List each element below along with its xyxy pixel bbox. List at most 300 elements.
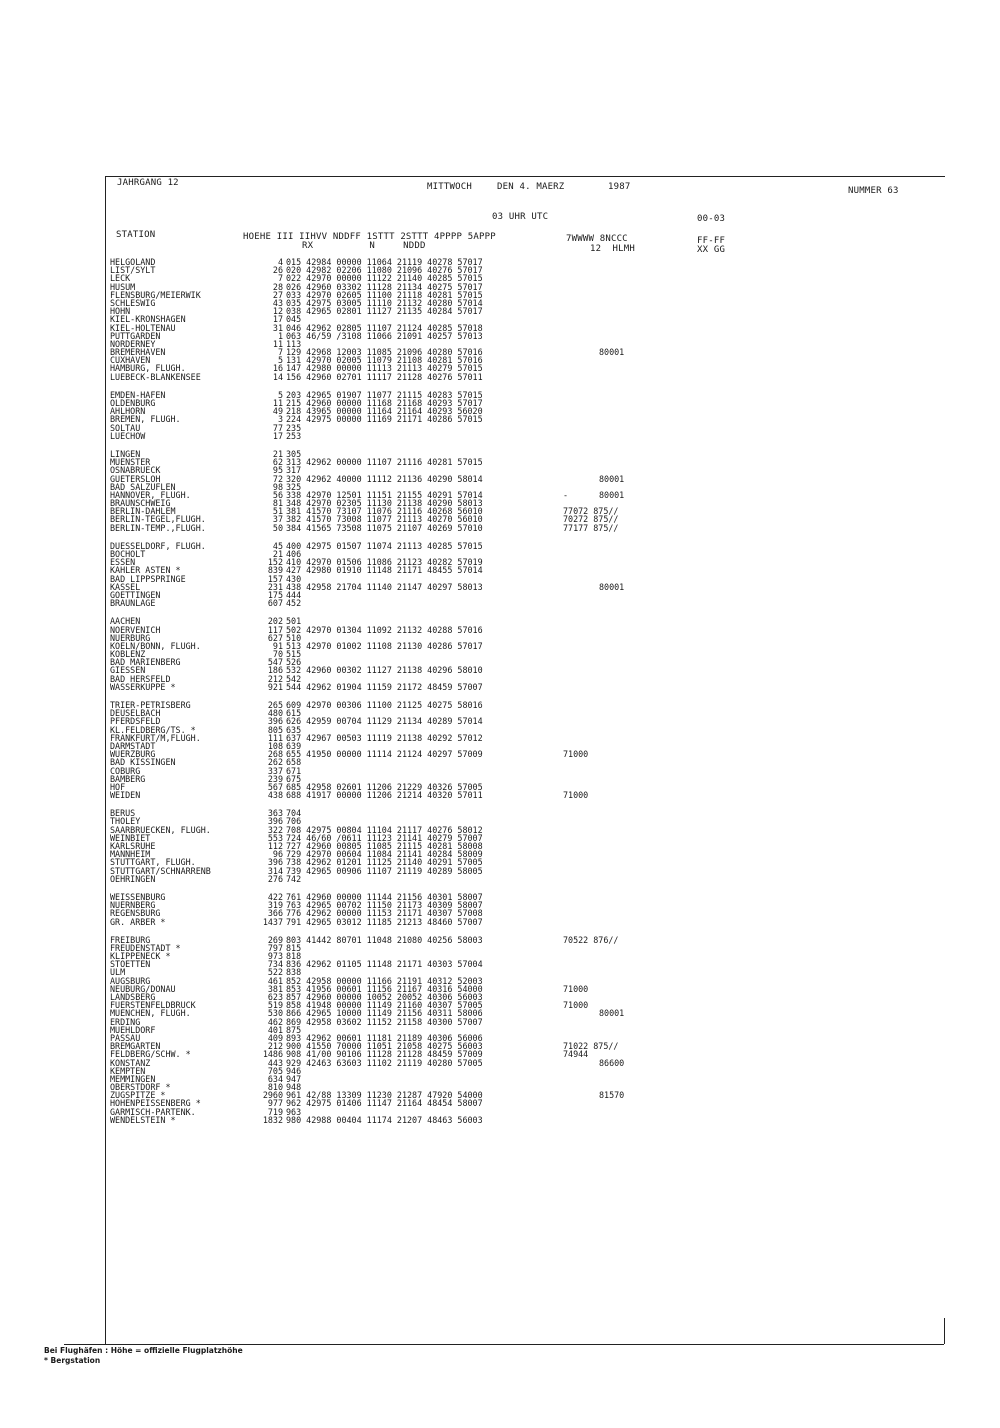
station-data: 022 42970 00000 11122 21140 40285 57015 [286,273,483,284]
station-elevation: 17 [272,430,283,441]
station-data: 526 [286,657,302,668]
station-name: KONSTANZ [110,1057,151,1068]
extra-group: 71000 [563,790,589,801]
station-name: BAD SALZUFLEN [110,481,176,492]
station-name: REGENSBURG [110,908,161,919]
station-elevation: 797 [267,942,283,953]
station-data: 348 42970 02305 11130 21138 40290 58013 [286,498,483,509]
station-elevation: 530 [267,1008,283,1019]
issue-number: NUMMER 63 [848,186,899,196]
station-name: FREIBURG [110,934,151,945]
station-elevation: 522 [267,967,283,978]
extra-column-header: 7WWWW 8NCCC [566,234,628,244]
station-elevation: 56 [272,489,283,500]
extra-group: - [563,489,569,500]
station-elevation: 322 [267,824,283,835]
station-elevation: 157 [267,573,283,584]
station-elevation: 705 [267,1065,283,1076]
station-name: KARLSRUHE [110,841,156,851]
station-name: ERDING [110,1016,141,1027]
extra-group: 70522 876// [563,934,619,945]
station-data: 857 42960 00000 10052 20052 40306 56003 [286,992,483,1002]
station-elevation: 396 [267,857,283,868]
station-data: 046 42962 02805 11107 21124 40285 57018 [286,322,483,333]
station-elevation: 480 [267,708,283,719]
extra-group-2: 80001 [599,1008,625,1019]
station-data: 438 42958 21704 11140 21147 40297 58013 [286,581,483,592]
station-name: SCHLESWIG [110,297,156,308]
station-elevation: 4 [277,257,283,267]
station-data: 763 42965 00702 11150 21173 40309 58007 [286,900,483,911]
extra-group-2: 81570 [599,1090,625,1101]
station-data: 869 42958 03602 11152 21158 40300 57007 [286,1016,483,1027]
station-name: HOF [110,781,126,792]
station-data: 853 41956 00601 11156 21167 40316 54000 [286,983,483,994]
station-elevation: 1437 [262,916,283,927]
station-elevation: 810 [267,1082,283,1093]
footer-note-mountain: * Bergstation [44,1356,101,1365]
station-data: 156 42960 02701 11117 21128 40276 57011 [286,371,483,382]
station-elevation: 81 [272,498,283,509]
station-elevation: 117 [267,624,283,635]
station-data: 738 42962 01201 11125 21140 40291 57005 [286,857,483,868]
station-name: AACHEN [110,616,141,627]
station-elevation: 337 [267,765,283,776]
station-name: KAHLER ASTEN * [110,565,181,576]
station-elevation: 734 [267,959,283,970]
station-name: LUEBECK-BLANKENSEE [110,371,201,382]
station-name: FRANKFURT/M,FLUGH. [110,732,201,743]
station-elevation: 72 [272,473,283,484]
station-elevation: 7 [277,347,283,358]
station-data: 253 [286,430,302,441]
station-name: BERLIN-DAHLEM [110,506,176,517]
station-data: 724 46/60 /0611 11123 21141 40279 57007 [286,832,483,843]
station-name: FUERSTENFELDBRUCK [110,1000,196,1011]
station-name: TRIER-PETRISBERG [110,700,191,710]
station-data: 218 43965 00000 11164 21164 40293 56020 [286,406,483,417]
station-data: 510 [286,632,302,643]
extra-group-2: 80001 [599,581,625,592]
station-elevation: 37 [272,514,283,525]
station-elevation: 112 [267,841,283,851]
station-data: 382 41570 73008 11077 21113 40270 56010 [286,514,483,525]
station-elevation: 108 [267,740,283,751]
station-data: 452 [286,598,302,609]
station-data: 626 42959 00704 11129 21134 40289 57014 [286,716,483,727]
station-elevation: 186 [267,665,283,676]
station-data: 639 [286,740,302,751]
station-name: MEMMINGEN [110,1073,156,1084]
station-elevation: 12 [272,306,283,317]
station-data: 739 42965 00906 11107 21119 40289 58005 [286,865,483,876]
station-name: BAD MARIENBERG [110,657,181,668]
station-name: BERLIN-TEMP.,FLUGH. [110,522,206,533]
station-data: 704 [286,808,302,819]
station-name: COBURG [110,765,141,776]
station-name: GIESSEN [110,665,146,676]
station-elevation: 973 [267,951,283,962]
station-data: 946 [286,1065,302,1076]
station-data: 020 42982 02206 11080 21096 40276 57017 [286,265,483,276]
station-elevation: 77 [272,422,283,433]
station-name: ESSEN [110,557,136,568]
station-data: 338 42970 12501 11151 21155 40291 57014 [286,489,483,500]
station-elevation: 96 [272,849,283,860]
station-data: 502 42970 01304 11092 21132 40288 57016 [286,624,483,635]
station-data: 542 [286,673,302,684]
station-data: 761 42960 00000 11144 21156 40301 58007 [286,891,483,902]
station-name: BERUS [110,808,136,819]
station-name: BREMERHAVEN [110,347,166,358]
station-name: SAARBRUECKEN, FLUGH. [110,824,211,835]
station-elevation: 98 [272,481,283,492]
station-data: 035 42975 03005 11110 21132 40280 57014 [286,297,483,308]
station-data: 742 [286,873,302,884]
station-elevation: 461 [267,975,283,986]
station-name: KEMPTEN [110,1065,146,1076]
station-elevation: 1486 [262,1049,283,1060]
station-elevation: 2960 [262,1090,283,1101]
station-data: 045 [286,314,302,325]
station-data: 675 [286,773,302,784]
station-elevation: 202 [267,616,283,627]
station-data: 776 42962 00000 11153 21171 40307 57008 [286,908,483,919]
station-data: 947 [286,1073,302,1084]
station-elevation: 634 [267,1073,283,1084]
station-name: DARMSTADT [110,740,156,751]
station-data: 313 42962 00000 11107 21116 40281 57015 [286,457,483,468]
station-name: LINGEN [110,448,141,459]
station-elevation: 519 [267,1000,283,1011]
station-elevation: 438 [267,790,283,801]
station-elevation: 396 [267,816,283,827]
station-elevation: 212 [267,673,283,684]
station-name: DUESSELDORF, FLUGH. [110,540,206,551]
station-name: BRAUNSCHWEIG [110,498,171,509]
station-data: 444 [286,589,302,600]
station-data: 655 41950 00000 11114 21124 40297 57009 [286,749,483,760]
station-name: MANNHEIM [110,849,151,860]
station-name: OEHRINGEN [110,873,156,884]
station-name: NEUBURG/DONAU [110,983,176,994]
station-name: GUETERSLOH [110,473,161,484]
frame-left-line [105,176,106,1344]
station-data: 815 [286,942,302,953]
station-name: GR. ARBER * [110,916,166,927]
station-elevation: 921 [267,681,283,692]
station-name: KIEL-HOLTENAU [110,322,176,333]
station-name: STOETTEN [110,959,151,970]
station-elevation: 401 [267,1024,283,1035]
station-name: OBERSTDORF * [110,1082,171,1093]
station-data: 818 [286,951,302,962]
station-data: 858 41948 00000 11149 21160 40307 57005 [286,1000,483,1011]
station-data: 929 42463 63603 11102 21119 40280 57005 [286,1057,483,1068]
station-name: PASSAU [110,1032,141,1043]
time-label: 03 UHR UTC [492,212,549,222]
station-elevation: 45 [272,540,283,551]
station-elevation: 28 [272,281,283,292]
station-data: 317 [286,465,302,476]
station-data: 948 [286,1082,302,1093]
station-elevation: 269 [267,934,283,945]
station-name: STUTTGART/SCHNARRENB [110,865,211,876]
day-label: MITTWOCH [427,182,472,192]
frame-bottom-line [64,1344,944,1345]
station-name: GOETTINGEN [110,589,161,600]
station-name: HOHN [110,306,131,317]
footer-note-airport: Bei Flughäfen : Höhe = offizielle Flugplatzhöhe [44,1346,243,1355]
station-data: 671 [286,765,302,776]
station-name: LECK [110,273,131,284]
station-elevation: 17 [272,314,283,325]
station-elevation: 31 [272,322,283,333]
station-data: 708 42975 00804 11104 21117 40276 58012 [286,824,483,835]
station-data: 381 41570 73107 11076 21116 40268 56010 [286,506,483,517]
station-elevation: 462 [267,1016,283,1027]
station-name: AUGSBURG [110,975,151,986]
station-name: NUERNBERG [110,900,156,911]
station-elevation: 977 [267,1098,283,1109]
station-elevation: 26 [272,265,283,276]
station-data: 513 42970 01002 11108 21130 40286 57017 [286,640,483,651]
station-elevation: 409 [267,1032,283,1043]
station-name: WENDELSTEIN * [110,1114,176,1125]
station-name: WEINBIET [110,832,151,843]
station-name: GARMISCH-PARTENK. [110,1106,196,1117]
station-elevation: 553 [267,832,283,843]
station-name: BAD KISSINGEN [110,757,176,768]
station-elevation: 16 [272,363,283,374]
station-name: MUEHLDORF [110,1024,156,1035]
ff-column-header: FF-FF [697,236,726,246]
station-name: BAD LIPPSPRINGE [110,573,186,584]
station-data: 410 42970 01506 11086 21123 40282 57019 [286,557,483,568]
station-name: WEIDEN [110,790,141,801]
station-data: 609 42970 00306 11100 21125 40275 58016 [286,700,483,710]
station-data: 515 [286,649,302,660]
station-column-header: STATION [116,230,156,240]
station-elevation: 91 [272,640,283,651]
station-name: ULM [110,967,126,978]
station-data: 235 [286,422,302,433]
station-name: FREUDENSTADT * [110,942,181,953]
station-elevation: 43 [272,297,283,308]
station-data: 658 [286,757,302,768]
station-data: 501 [286,616,302,627]
extra-column-subheader: 12 HLMH [590,244,635,254]
station-name: BREMGARTEN [110,1041,161,1052]
station-data: 305 [286,448,302,459]
station-name: PUTTGARDEN [110,330,161,341]
frame-right-line [944,1318,945,1344]
station-elevation: 623 [267,992,283,1002]
extra-group: 70272 875// [563,514,619,525]
station-data: 615 [286,708,302,719]
station-elevation: 396 [267,716,283,727]
extra-group: 71022 875// [563,1041,619,1052]
station-name: SOLTAU [110,422,141,433]
station-name: NORDERNEY [110,338,156,349]
station-data: 961 42/88 13309 11230 21287 47920 54000 [286,1090,483,1101]
station-name: KASSEL [110,581,141,592]
station-elevation: 262 [267,757,283,768]
station-elevation: 265 [267,700,283,710]
station-elevation: 51 [272,506,283,517]
station-name: WUERZBURG [110,749,156,760]
extra-group: 77072 875// [563,506,619,517]
extra-group: 74944 [563,1049,589,1060]
station-name: BOCHOLT [110,549,146,559]
frame-top-line [105,176,945,177]
ff-column-subheader: XX GG [697,245,726,255]
station-elevation: 3 [277,414,283,425]
station-data: 900 41550 70000 11051 21058 40275 56003 [286,1041,483,1052]
station-name: OLDENBURG [110,398,156,408]
station-data: 406 [286,549,302,559]
station-data: 729 42970 00604 11084 21141 40284 58009 [286,849,483,860]
station-elevation: 111 [267,732,283,743]
station-name: AHLHORN [110,406,146,417]
station-elevation: 50 [272,522,283,533]
station-elevation: 231 [267,581,283,592]
station-elevation: 5 [277,389,283,400]
station-data: 688 41917 00000 11206 21214 40320 57011 [286,790,483,801]
station-name: BERLIN-TEGEL,FLUGH. [110,514,206,525]
station-name: BRAUNLAGE [110,598,156,609]
extra-group: 71000 [563,983,589,994]
station-data: 532 42960 00302 11127 21138 40296 58010 [286,665,483,676]
station-data: 980 42988 00404 11174 21207 48463 56003 [286,1114,483,1125]
station-data: 791 42965 03012 11185 21213 48460 57007 [286,916,483,927]
station-data: 325 [286,481,302,492]
year-label: 1987 [608,182,631,192]
station-data: 852 42958 00000 11166 21191 40312 52003 [286,975,483,986]
station-name: THOLEY [110,816,141,827]
station-data: 803 41442 80701 11048 21080 40256 58003 [286,934,483,945]
station-elevation: 11 [272,338,283,349]
station-data: 224 42975 00000 11169 21171 40286 57015 [286,414,483,425]
station-elevation: 319 [267,900,283,911]
station-name: DEUSELBACH [110,708,161,719]
station-data: 015 42984 00000 11064 21119 40278 57017 [286,257,483,267]
station-elevation: 5 [277,355,283,366]
station-name: OSNABRUECK [110,465,161,476]
station-name: KOBLENZ [110,649,146,660]
station-name: NUERBURG [110,632,151,643]
station-elevation: 422 [267,891,283,902]
main-column-header: HOEHE III IIHVV NDDFF 1STTT 2STTT 4PPPP 5APPP [243,232,496,242]
station-elevation: 627 [267,632,283,643]
station-elevation: 1 [277,330,283,341]
date-label: DEN 4. MAERZ [497,182,565,192]
station-name: PFERDSFELD [110,716,161,727]
station-elevation: 49 [272,406,283,417]
station-data: 635 [286,724,302,735]
station-name: FELDBERG/SCHW. * [110,1049,191,1060]
station-elevation: 175 [267,589,283,600]
station-elevation: 567 [267,781,283,792]
extra-group-2: 80001 [599,347,625,358]
station-elevation: 607 [267,598,283,609]
station-name: KLIPPENECK * [110,951,171,962]
station-data: 400 42975 01507 11074 21113 40285 57015 [286,540,483,551]
extra-group: 71000 [563,749,589,760]
extra-group-2: 80001 [599,489,625,500]
station-name: LUECHOW [110,430,146,441]
station-name: FLENSBURG/MEIERWIK [110,289,201,300]
station-data: 063 46/59 /3108 11066 21091 40257 57013 [286,330,483,341]
station-data: 706 [286,816,302,827]
station-name: KOELN/BONN, FLUGH. [110,640,201,651]
station-name: HANNOVER, FLUGH. [110,489,191,500]
station-name: HAMBURG, FLUGH. [110,363,186,374]
station-data: 038 42965 02801 11127 21135 40284 57017 [286,306,483,317]
station-data: 908 41/00 90106 11128 21128 48459 57009 [286,1049,483,1060]
station-data: 685 42958 02601 11206 21229 40326 57005 [286,781,483,792]
main-column-subheader: RX N NDDD [302,241,426,251]
station-name: MUENSTER [110,457,151,468]
station-data: 129 42968 12003 11085 21096 40280 57016 [286,347,483,358]
station-name: STUTTGART, FLUGH. [110,857,196,868]
station-elevation: 363 [267,808,283,819]
station-name: BAMBERG [110,773,146,784]
station-elevation: 268 [267,749,283,760]
station-elevation: 62 [272,457,283,468]
station-data: 637 42967 00503 11119 21138 40292 57012 [286,732,483,743]
station-elevation: 276 [267,873,283,884]
station-data: 866 42965 10000 11149 21156 40311 58006 [286,1008,483,1019]
station-name: WEISSENBURG [110,891,166,902]
station-data: 836 42962 01105 11148 21171 40303 57004 [286,959,483,970]
station-data: 320 42962 40000 11112 21136 40290 58014 [286,473,483,484]
station-name: KL.FELDBERG/TS. * [110,724,196,735]
extra-group: 77177 875// [563,522,619,533]
station-elevation: 7 [277,273,283,284]
station-data: 203 42965 01907 11077 21115 40283 57015 [286,389,483,400]
station-name: BAD HERSFELD [110,673,171,684]
station-data: 544 42962 01904 11159 21172 48459 57007 [286,681,483,692]
station-elevation: 11 [272,398,283,408]
station-elevation: 839 [267,565,283,576]
station-data: 893 42962 00601 11181 21189 40306 56006 [286,1032,483,1043]
station-elevation: 719 [267,1106,283,1117]
extra-group-2: 86600 [599,1057,625,1068]
station-data: 727 42960 00805 11085 21115 40281 58008 [286,841,483,851]
station-name: ZUGSPITZE * [110,1090,166,1101]
station-elevation: 21 [272,448,283,459]
station-elevation: 366 [267,908,283,919]
station-elevation: 21 [272,549,283,559]
range-label: 00-03 [697,214,726,224]
station-data: 026 42960 03302 11128 21134 40275 57017 [286,281,483,292]
station-name: MUENCHEN, FLUGH. [110,1008,191,1019]
station-elevation: 443 [267,1057,283,1068]
station-data: 033 42970 02605 11100 21118 40281 57015 [286,289,483,300]
station-data: 875 [286,1024,302,1035]
station-elevation: 27 [272,289,283,300]
station-data: 962 42975 01406 11147 21164 48454 58007 [286,1098,483,1109]
station-data: 147 42980 00000 11113 21113 40279 57015 [286,363,483,374]
station-name: HUSUM [110,281,136,292]
station-name: HOHENPEISSENBERG * [110,1098,201,1109]
station-name: EMDEN-HAFEN [110,389,166,400]
station-data: 963 [286,1106,302,1117]
station-elevation: 381 [267,983,283,994]
station-elevation: 14 [272,371,283,382]
extra-group: 71000 [563,1000,589,1011]
